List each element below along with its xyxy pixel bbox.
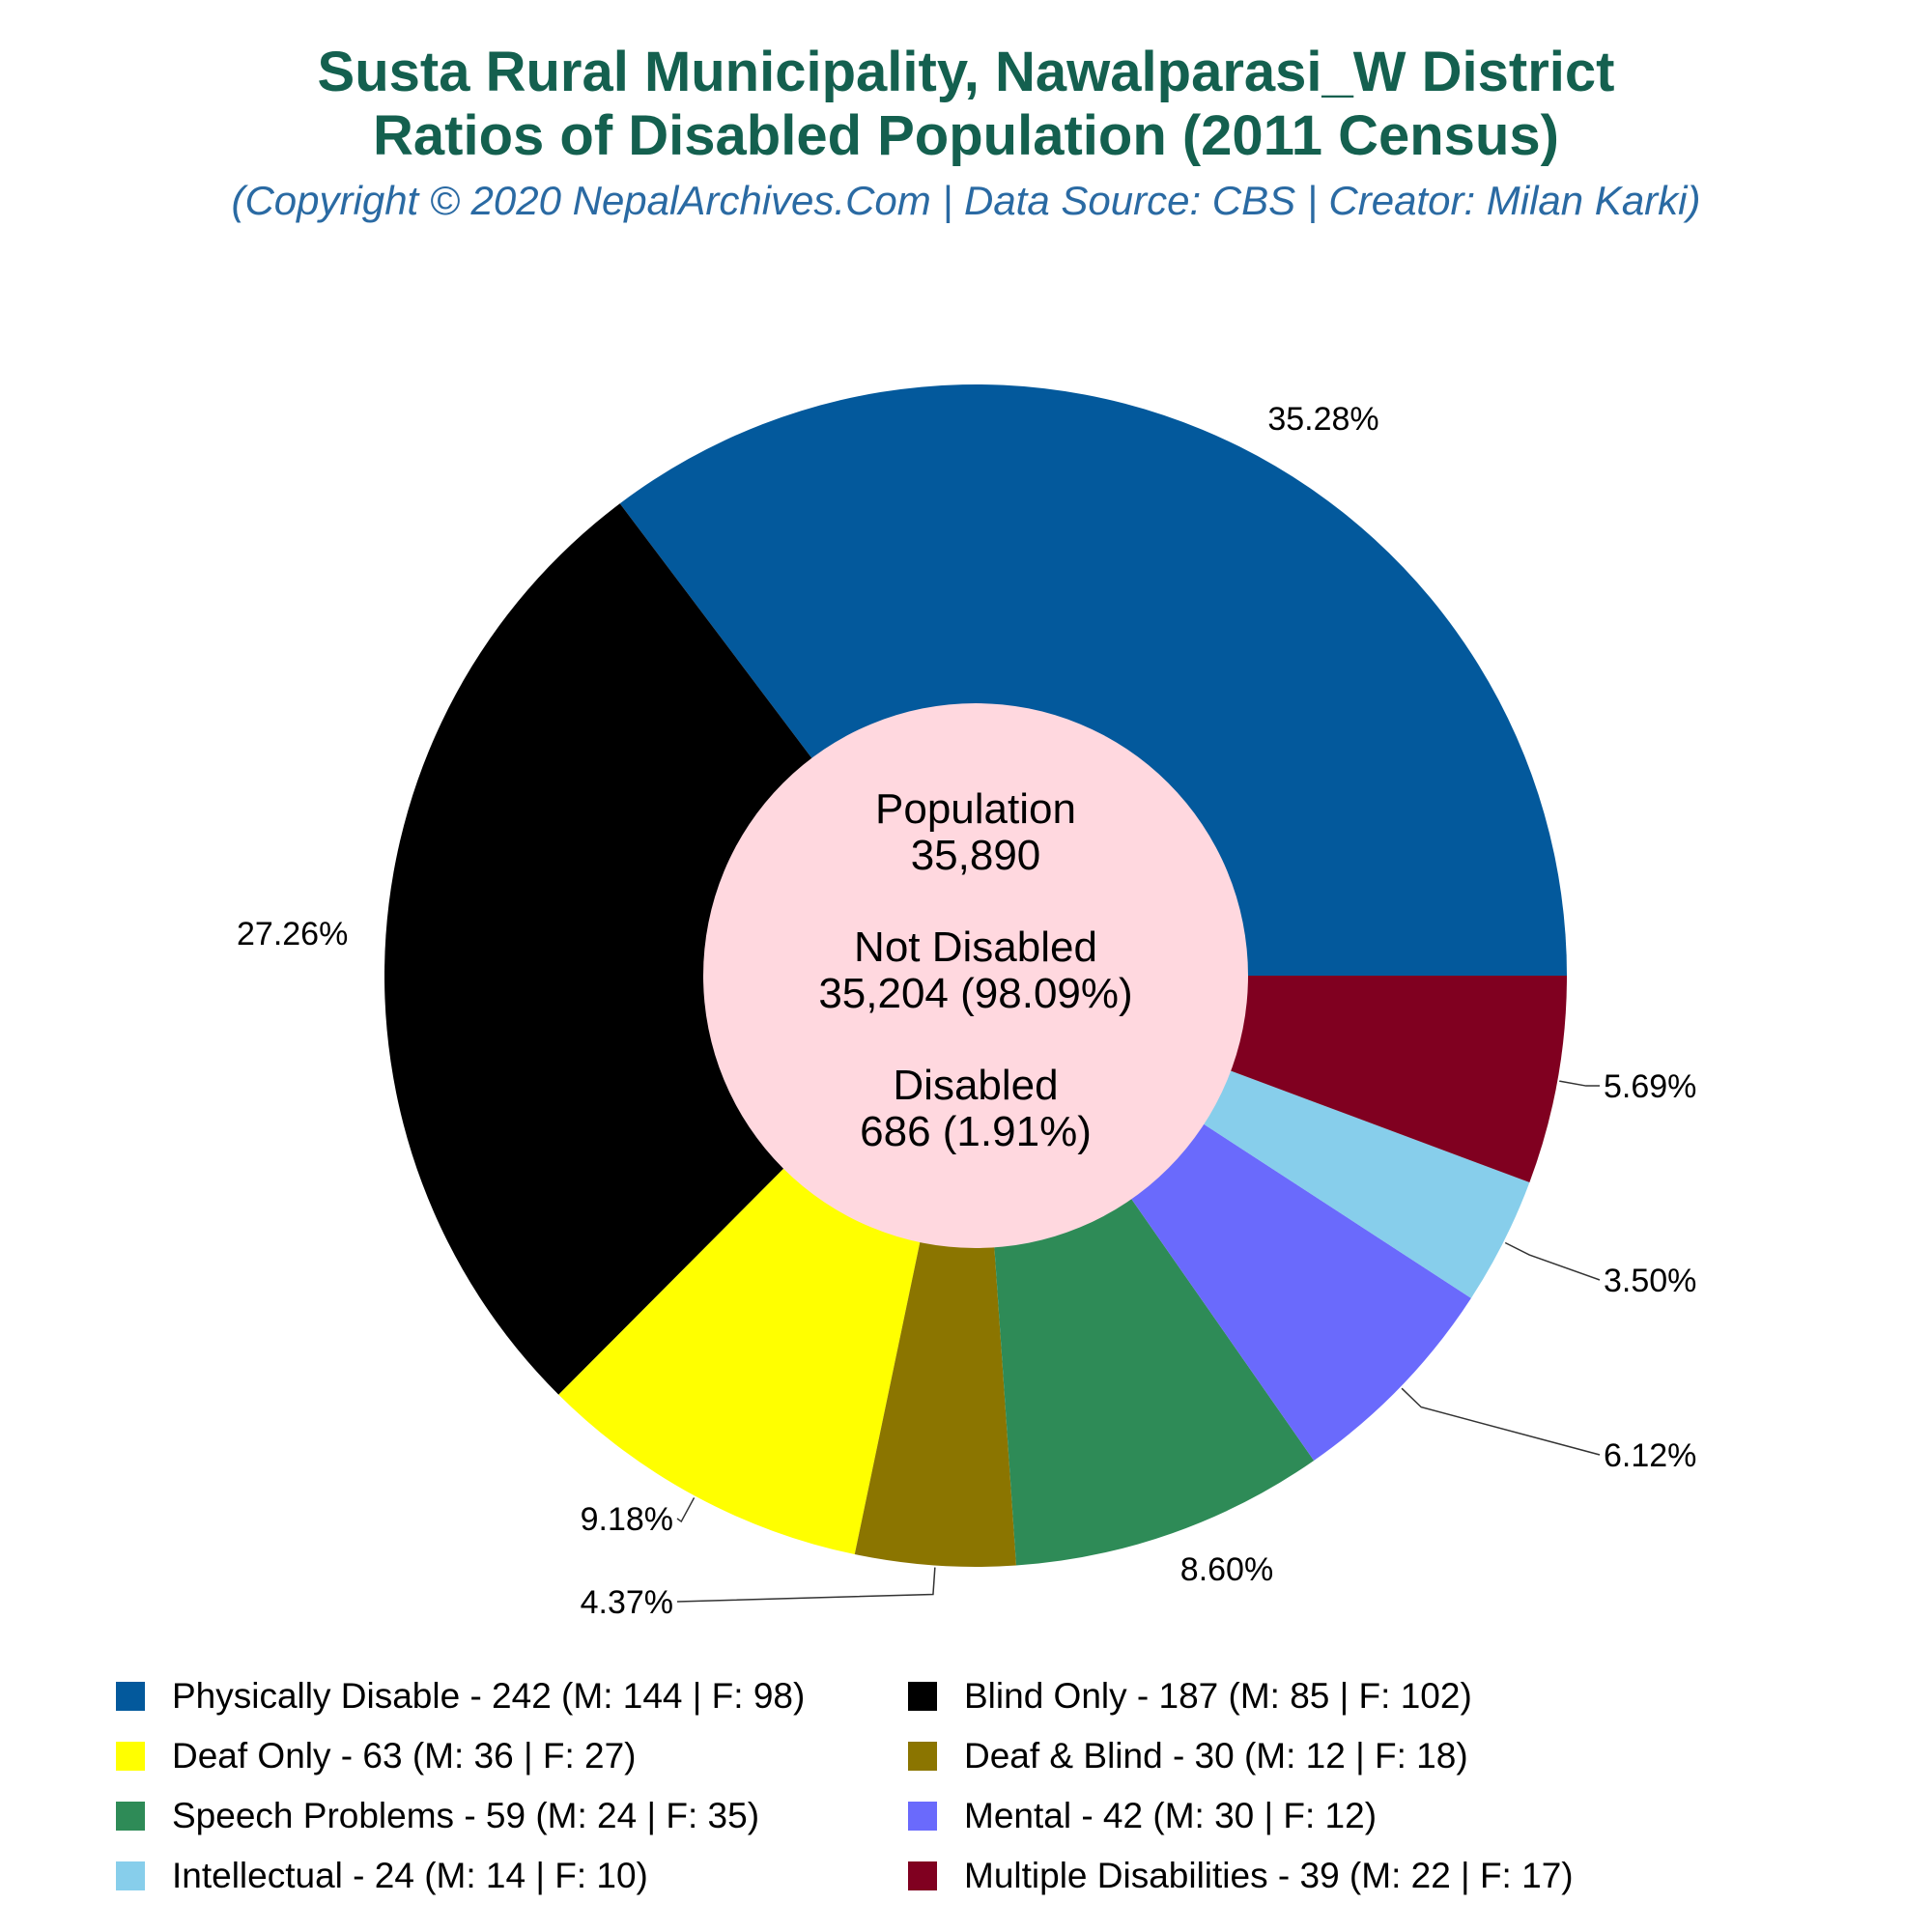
legend-label: Intellectual - 24 (M: 14 | F: 10) <box>172 1856 648 1895</box>
legend-swatch <box>116 1742 145 1771</box>
center-disabled-label: Disabled <box>893 1062 1059 1109</box>
leader-line-deaf-blind <box>677 1568 935 1602</box>
legend-label: Physically Disable - 242 (M: 144 | F: 98) <box>172 1676 806 1716</box>
leader-line-intellectual <box>1505 1242 1600 1280</box>
legend-swatch <box>908 1742 937 1771</box>
center-disabled-value: 686 (1.91%) <box>860 1108 1092 1155</box>
legend-swatch <box>908 1861 937 1890</box>
percent-label-mental: 6.12% <box>1604 1437 1697 1474</box>
percent-label-blind-only: 27.26% <box>237 916 349 952</box>
legend-label: Deaf Only - 63 (M: 36 | F: 27) <box>172 1736 637 1776</box>
legend-label: Multiple Disabilities - 39 (M: 22 | F: 17) <box>964 1856 1574 1895</box>
chart-legend <box>116 1676 1855 1896</box>
legend-swatch <box>116 1682 145 1711</box>
legend-label: Speech Problems - 59 (M: 24 | F: 35) <box>172 1796 760 1835</box>
leader-line-deaf-only <box>677 1497 695 1521</box>
legend-item-mental <box>908 1796 1700 1836</box>
center-population-value: 35,890 <box>910 832 1041 879</box>
center-not-disabled-label: Not Disabled <box>854 923 1097 971</box>
leader-line-mental <box>1402 1388 1600 1455</box>
leader-line-multiple-disabilities <box>1559 1081 1600 1086</box>
percent-label-deaf-only: 9.18% <box>580 1501 673 1538</box>
percent-label-intellectual: 3.50% <box>1604 1263 1697 1299</box>
legend-label: Mental - 42 (M: 30 | F: 12) <box>964 1796 1378 1835</box>
legend-swatch <box>116 1861 145 1890</box>
center-population-label: Population <box>875 785 1076 833</box>
percent-label-multiple-disabilities: 5.69% <box>1604 1068 1697 1105</box>
legend-label: Deaf & Blind - 30 (M: 12 | F: 18) <box>964 1736 1468 1776</box>
legend-item-multiple-disabilities <box>908 1856 1700 1896</box>
legend-item-deaf-only <box>116 1736 908 1776</box>
legend-swatch <box>908 1802 937 1831</box>
percent-label-physically-disable: 35.28% <box>1267 401 1379 438</box>
legend-item-deaf-blind <box>908 1736 1700 1776</box>
legend-label: Blind Only - 187 (M: 85 | F: 102) <box>964 1676 1472 1716</box>
percent-label-speech-problems: 8.60% <box>1179 1551 1274 1588</box>
chart-title-line-2: Ratios of Disabled Population (2011 Census) <box>373 104 1559 167</box>
legend-item-speech-problems <box>116 1796 908 1836</box>
legend-swatch <box>908 1682 937 1711</box>
legend-item-intellectual <box>116 1856 908 1896</box>
legend-item-blind-only <box>908 1676 1700 1717</box>
chart-subtitle: (Copyright © 2020 NepalArchives.Com | Data Source: CBS | Creator: Milan Karki) <box>231 178 1701 223</box>
chart-title-line-1: Susta Rural Municipality, Nawalparasi_W District <box>317 41 1615 103</box>
legend-item-physically-disable <box>116 1676 908 1717</box>
center-not-disabled-value: 35,204 (98.09%) <box>818 970 1133 1017</box>
legend-swatch <box>116 1802 145 1831</box>
percent-label-deaf-blind: 4.37% <box>580 1584 673 1621</box>
